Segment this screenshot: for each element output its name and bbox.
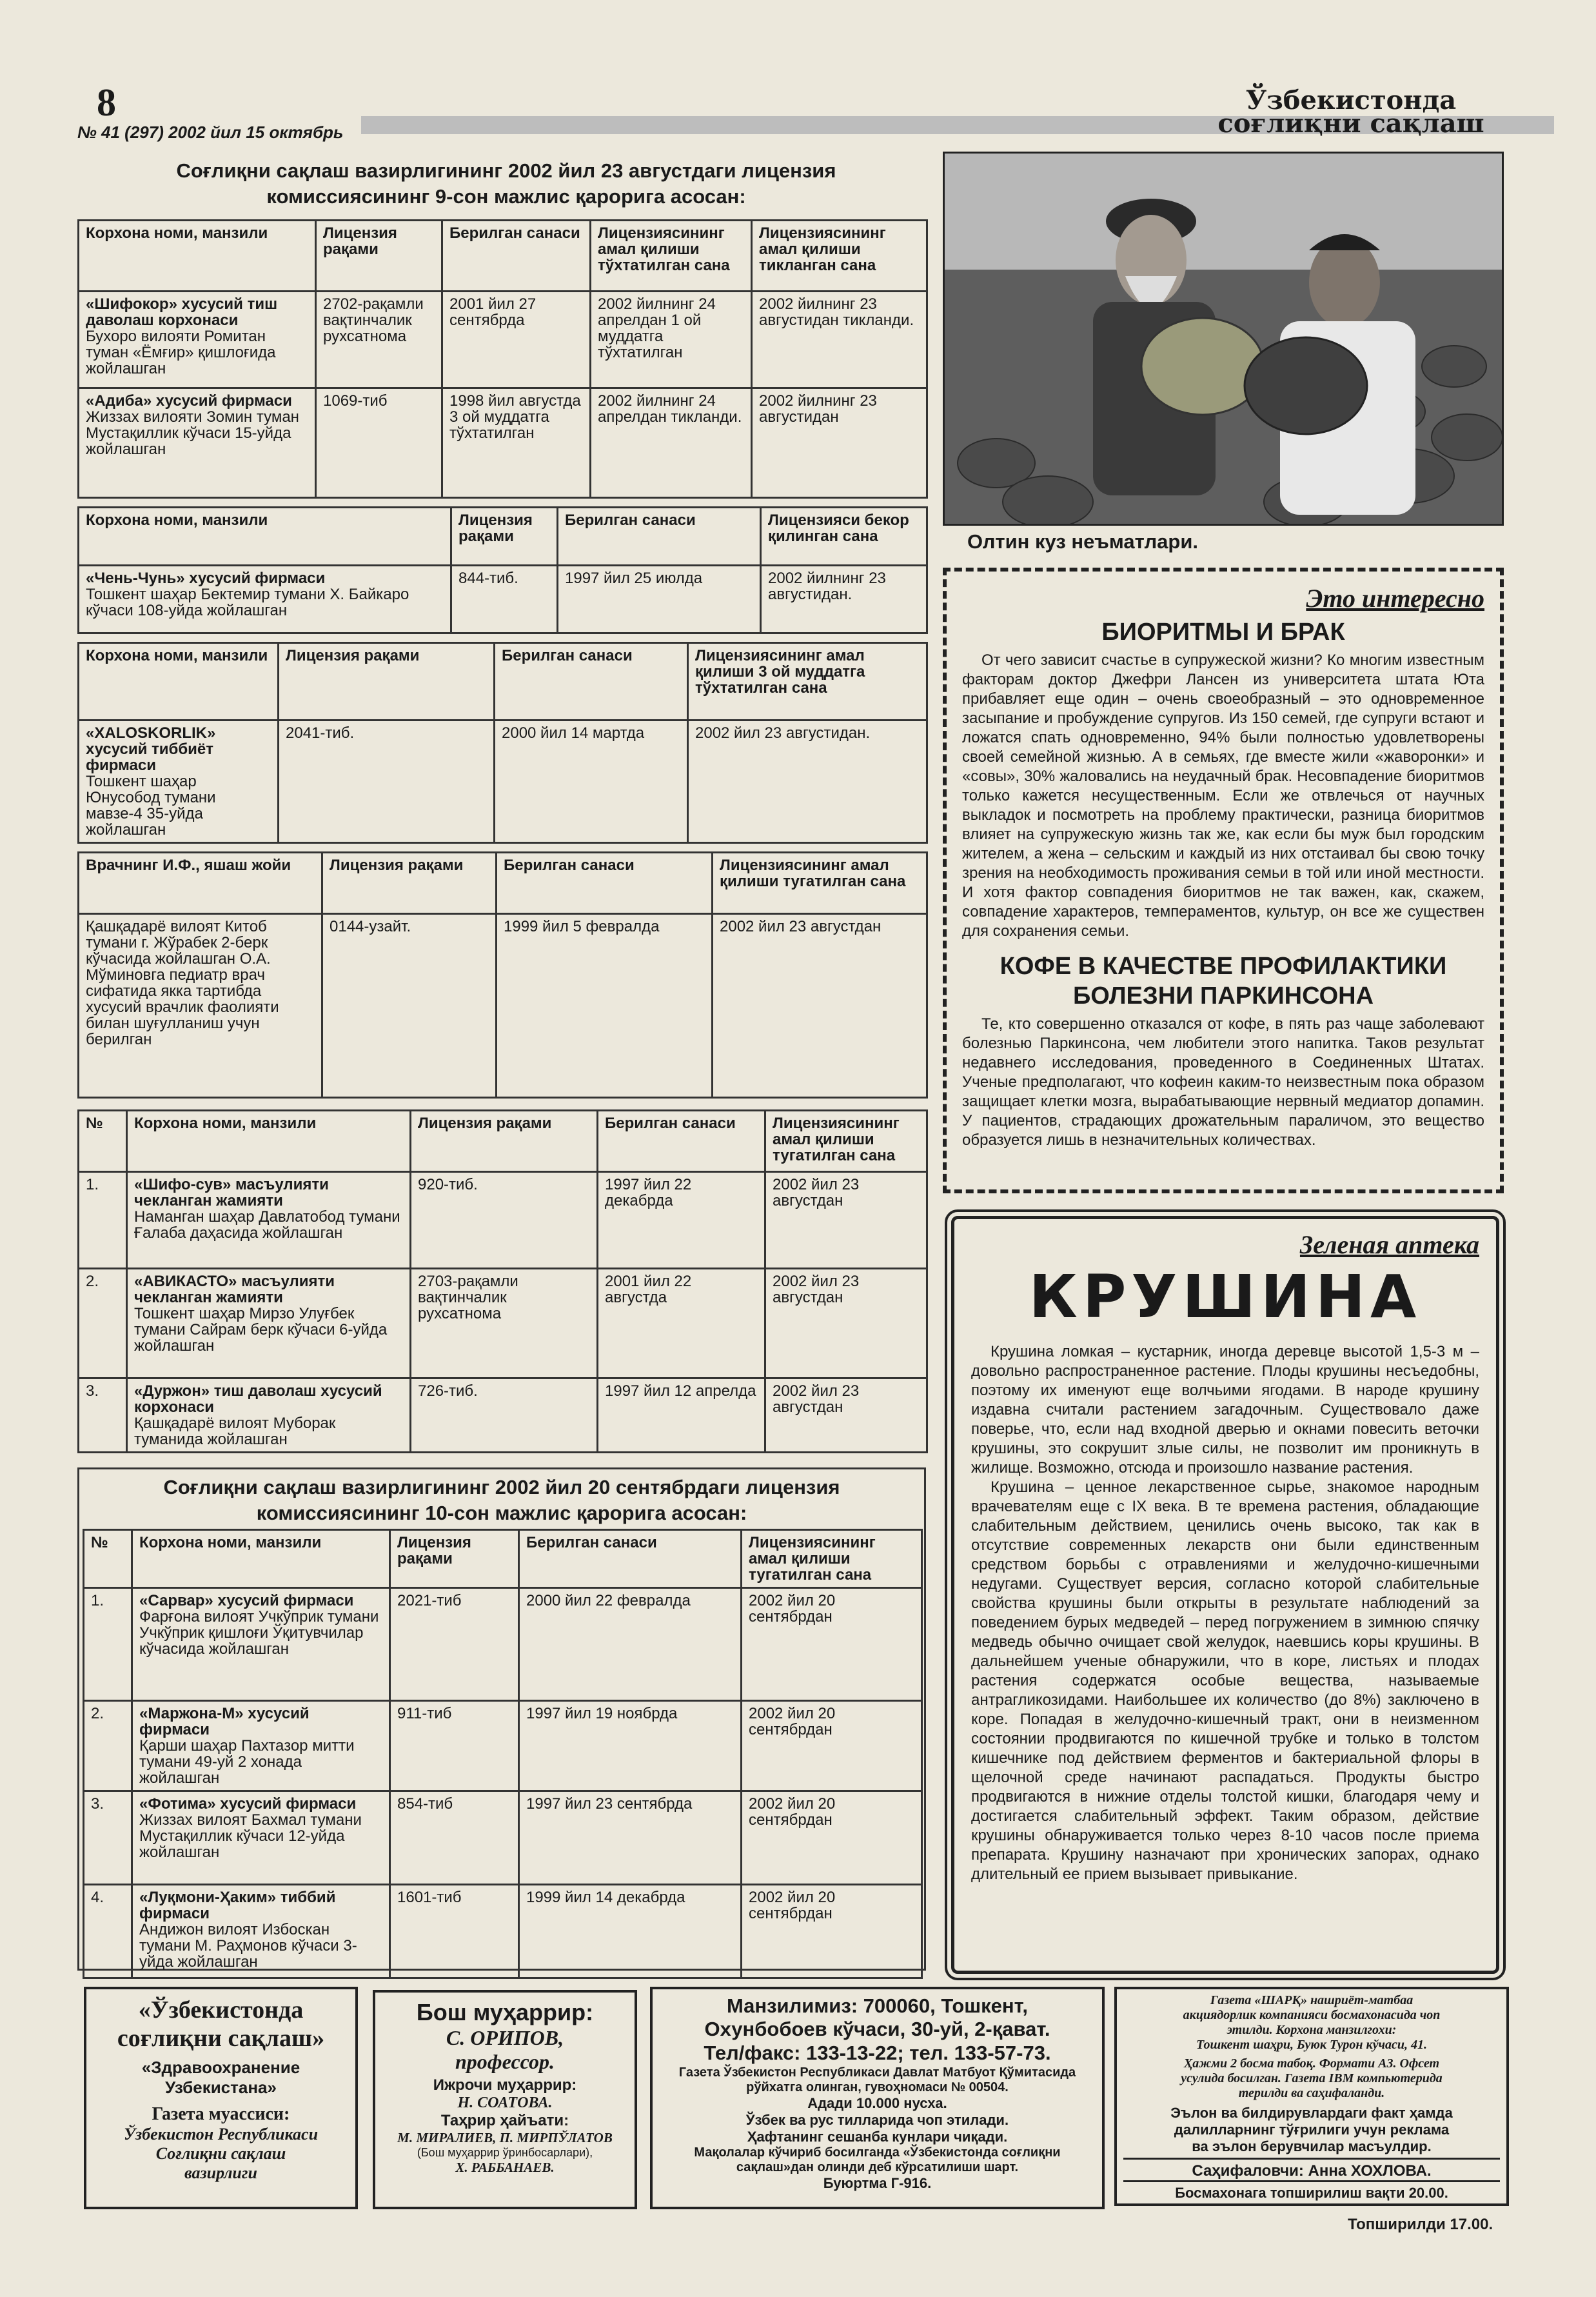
board-label: Таҳрир ҳайъати: bbox=[440, 2112, 569, 2129]
footer-ru-line2: Узбекистана» bbox=[165, 2078, 277, 2097]
table6-header: Лицензия рақами bbox=[390, 1530, 519, 1588]
table-cell: 2002 йилнинг 23 августидан. bbox=[761, 566, 927, 633]
page-number: 8 bbox=[97, 81, 116, 124]
company-address: Қашқадарё вилоят Муборак туманида жойлашган bbox=[134, 1415, 336, 1448]
masthead bbox=[1196, 85, 1506, 139]
company-name: «Шифо-сув» масъулияти чекланган жамияти bbox=[134, 1176, 329, 1209]
rubric-interesting: Это интересно bbox=[1306, 584, 1484, 613]
table-cell: 1999 йил 14 декабрда bbox=[519, 1885, 742, 1978]
table-row bbox=[79, 721, 927, 843]
license-table-4 bbox=[77, 851, 928, 1099]
table-cell: 1998 йил августда 3 ой муддатга тўхтатилган bbox=[442, 388, 591, 498]
footer-founder-line1: Ўзбекистон Республикаси bbox=[123, 2125, 319, 2143]
masthead-line1: Ўзбекистонда bbox=[1245, 85, 1457, 115]
table-cell: 1601-тиб bbox=[390, 1885, 519, 1978]
table-cell: 1069-тиб bbox=[316, 388, 442, 498]
phone: Тел/факс: 133-13-22; тел. 133-57-73. bbox=[704, 2042, 1051, 2064]
layout-editor: Саҳифаловчи: Анна ХОХЛОВА. bbox=[1123, 2158, 1500, 2180]
lang-note: Ўзбек ва рус тилларида чоп этилади. bbox=[745, 2112, 1009, 2128]
company-name: «Фотима» хусусий фирмаси bbox=[139, 1795, 357, 1813]
table-row bbox=[84, 1588, 922, 1701]
table-cell: 2002 йилнинг 23 августидан тикланди. bbox=[752, 292, 927, 388]
photo-melon-sellers bbox=[943, 152, 1504, 526]
table1-header: Корхона номи, манзили bbox=[79, 221, 316, 292]
footer-founder-label: Газета муассиси: bbox=[152, 2104, 290, 2124]
table-row bbox=[79, 292, 927, 388]
table-cell: 2002 йил 20 сентябрдан bbox=[742, 1588, 922, 1701]
table6-header: Лицензиясининг амал қилиши тугатилган сана bbox=[742, 1530, 922, 1588]
print-deadline: Босмахонага топширилиш вақти 20.00. bbox=[1123, 2180, 1500, 2202]
license-table-6 bbox=[83, 1529, 923, 1979]
table4-header: Лицензия рақами bbox=[322, 853, 497, 914]
table-cell: 2000 йил 22 февралда bbox=[519, 1588, 742, 1701]
footer-address bbox=[650, 1987, 1105, 2209]
table6-header: № bbox=[84, 1530, 132, 1588]
print-line2: акциядорлик компанияси босмахонасида чоп bbox=[1183, 2008, 1441, 2022]
headline-coffee bbox=[962, 951, 1484, 1011]
print-line1: Газета «ШАРҚ» нашриёт-матбаа bbox=[1210, 1993, 1414, 2007]
article-biorhythms bbox=[943, 568, 1504, 1193]
table-cell: 2002 йил 23 августдан bbox=[713, 914, 927, 1098]
table2-header: Берилган санаси bbox=[558, 508, 761, 566]
table4-header: Берилган санаси bbox=[497, 853, 713, 914]
license-table-2 bbox=[77, 506, 928, 634]
table-cell: 1. bbox=[79, 1172, 127, 1269]
table-cell: 2002 йилнинг 24 апрелдан тикланди. bbox=[591, 388, 752, 498]
table-cell bbox=[132, 1885, 390, 1978]
chief-editor-label: Бош муҳаррир: bbox=[416, 1999, 594, 2025]
table-cell: 1999 йил 5 февралда bbox=[497, 914, 713, 1098]
chief-editor-title: профессор. bbox=[455, 2050, 555, 2073]
company-address: Наманган шаҳар Давлатобод тумани Ғалаба даҳасида жойлашган bbox=[134, 1208, 400, 1242]
table-cell bbox=[127, 1269, 411, 1378]
headline-coffee-line1: КОФЕ В КАЧЕСТВЕ ПРОФИЛАКТИКИ bbox=[1000, 953, 1447, 980]
footer-editors bbox=[373, 1990, 637, 2209]
table-cell: 2703-рақамли вақтинчалик рухсатнома bbox=[411, 1269, 598, 1378]
company-name: «АВИКАСТО» масъулияти чекланган жамияти bbox=[134, 1273, 335, 1306]
exec-editor-label: Ижрочи муҳаррир: bbox=[433, 2076, 577, 2094]
table-cell: 726-тиб. bbox=[411, 1378, 598, 1453]
table-cell: 911-тиб bbox=[390, 1701, 519, 1791]
photo-caption: Олтин куз неъматлари. bbox=[967, 530, 1198, 553]
print-line4: Тошкент шаҳри, Буюк Турон кўчаси, 41. bbox=[1196, 2038, 1428, 2052]
table-row bbox=[79, 1378, 927, 1453]
table1-header: Берилган санаси bbox=[442, 221, 591, 292]
section2-caption-line1: Соғлиқни сақлаш вазирлигининг 2002 йил 20 сентябрдаги лицензия bbox=[163, 1476, 840, 1498]
table-cell: 1997 йил 19 ноябрда bbox=[519, 1701, 742, 1791]
reprint-line1: Мақолалар кўчириб босилганда «Ўзбекистонда соғлиқни bbox=[694, 2145, 1061, 2160]
section1-caption-line1: Соғлиқни сақлаш вазирлигининг 2002 йил 23 августдаги лицензия bbox=[176, 159, 836, 182]
section2-caption bbox=[79, 1475, 924, 1526]
print-line3: этилди. Корхона манзилгохи: bbox=[1227, 2023, 1397, 2037]
company-name: «Чень-Чунь» хусусий фирмаси bbox=[86, 570, 326, 587]
table-row bbox=[84, 1701, 922, 1791]
masthead-line2: соғлиқни сақлаш bbox=[1217, 108, 1484, 139]
company-address: Андижон вилоят Избоскан тумани М. Раҳмонов кўчаси 3-уйда жойлашган bbox=[139, 1921, 357, 1971]
reg-line1: Газета Ўзбекистон Республикаси Давлат Матбуот Қўмитасида bbox=[678, 2065, 1076, 2080]
table1-header: Лицензиясининг амал қилиши тикланган сана bbox=[752, 221, 927, 292]
table-cell: 2041-тиб. bbox=[279, 721, 495, 843]
company-address: Тошкент шаҳар Бектемир тумани Х. Байкаро кўчаси 108-уйда жойлашган bbox=[86, 586, 409, 619]
table-cell: 1997 йил 12 апрелда bbox=[598, 1378, 765, 1453]
company-name: «Шифокор» хусусий тиш даволаш корхонаси bbox=[86, 295, 278, 329]
board-note: (Бош муҳаррир ўринбосарлари), bbox=[417, 2146, 593, 2159]
table-row bbox=[84, 1791, 922, 1885]
table2-header: Лицензия рақами bbox=[451, 508, 558, 566]
article-text: Крушина – ценное лекарственное сырье, знакомое народным врачевателям еще с IX века. В те времена растения, обладающие слабительным действием, ценились очень высоко, так как в отсутствие современных лекарств они были единственным средством борьбы с отравлениями и желудочно-кишечными недугами. Существует версия, согласно которой слабительные свойства крушины были открыты в результате наблюдений за поведением бурых медведей – перед погружением в зимнюю спячку медведь обычно очищает свой желудок, наевшись коры крушины. В дальнейшем ученые обнаружили, что в коре, листьях и плодах растения содержатся особые вещества, называемые антрагликозидами. Наибольшее их количество (до 8%) заключено в коре. Попадая в желудочно-кишечный тракт, они в неизменном состоянии продвигаются по кишечной трубке и только в толстом кишечнике под действием ферментов и бактериальной флоры в щелочной среде начинают распадаться. Продукты быстро продвигаются в нижние отделы толстой кишки, благодаря чему и достигается слабительный эффект. Таким образом, действие крушины обнаруживается только через 8-10 часов после приема препарата. Крушину назначают при хронических запорах, однако длительный ее прием вызывает привыкание. bbox=[971, 1478, 1479, 1883]
table-cell: 1997 йил 23 сентябрда bbox=[519, 1791, 742, 1885]
table3-header: Лицензия рақами bbox=[279, 643, 495, 721]
table-cell: 2. bbox=[79, 1269, 127, 1378]
table-cell: 1997 йил 22 декабрда bbox=[598, 1172, 765, 1269]
table5-header: Берилган санаси bbox=[598, 1111, 765, 1172]
headline-buckthorn: КРУШИНА bbox=[1029, 1262, 1422, 1331]
table-cell bbox=[79, 721, 279, 843]
weekly-note: Ҳафтанинг сешанба кунлари чиқади. bbox=[747, 2129, 1008, 2145]
company-address: Бухоро вилояти Ромитан туман «Ёмғир» қишлоғида жойлашган bbox=[86, 328, 276, 377]
table6-header: Берилган санаси bbox=[519, 1530, 742, 1588]
table-cell bbox=[132, 1701, 390, 1791]
article-text: От чего зависит счастье в супружеской жизни? Ко многим известным факторам доктор Джефри Лансен из университета штата Юта прибавляет еще один – очень своеобразный – это одновременное засыпание и пробуждение супругов. Из 150 семей, где супруги встают и ложатся спать одновременно, 94% были полностью удовлетворены своей семейной жизнью. А в семьях, где вместе жили «жаворонки» и «совы», 30% жаловались на неудачный брак. Несовпадение биоритмов только кажется несущественным. Если же отвлечься от научных выкладок и посмотреть на проблему практически, разница биоритмов влияет на супружескую жизнь так же, как если бы муж был городским жителем, а жена – сельским и каждый из них отстаивал бы свою точку зрения на необходимость проживания семьи в той или иной местности. И хотя фактор совпадения биоритмов не так важен, как, скажем, совпадение характеров, темпераментов, культур, он все же существен для сохранения семьи. bbox=[962, 651, 1484, 940]
table6-header: Корхона номи, манзили bbox=[132, 1530, 390, 1588]
footer-founder-line2: Соғлиқни сақлаш bbox=[155, 2144, 286, 2163]
chief-editor-name: С. ОРИПОВ, bbox=[446, 2026, 564, 2049]
table-cell: 3. bbox=[84, 1791, 132, 1885]
table-cell bbox=[132, 1791, 390, 1885]
table4-header: Врачнинг И.Ф., яшаш жойи bbox=[79, 853, 322, 914]
article-text: Крушина ломкая – кустарник, иногда деревце высотой 1,5-3 м – довольно распространенное растение. Плоды крушины несъедобны, поэтому их именуют еще волчьими ягодами. В народе крушину издавна считали растением загадочным. Существовало даже поверье, что, если над входной дверью и окнами повесить веточки крушины, это сокрушит злые силы, не позволит им проникнуть в жилище. Возможно, отсюда и произошло название растения. bbox=[971, 1343, 1479, 1477]
company-name: «Дуржон» тиш даволаш хусусий корхонаси bbox=[134, 1382, 382, 1416]
company-address: Фарғона вилоят Учкўприк тумани Учкўприк қишлоғи Ўқитувчилар кўчасида жойлашган bbox=[139, 1608, 379, 1658]
table-cell: 2002 йил 23 августдан bbox=[765, 1269, 927, 1378]
table-cell: 920-тиб. bbox=[411, 1172, 598, 1269]
table-row bbox=[79, 388, 927, 498]
table-cell: 0144-узайт. bbox=[322, 914, 497, 1098]
table-cell: 2002 йил 20 сентябрдан bbox=[742, 1701, 922, 1791]
license-table-3 bbox=[77, 642, 928, 844]
table-cell bbox=[79, 292, 316, 388]
article-text: Те, кто совершенно отказался от кофе, в пять раз чаще заболевают болезнью Паркинсона, чем любители этого напитка. Таков результат недавнего исследования, проведенного в Соединенных Штатах. Ученые предполагают, что кофеин каким-то неизвестным пока образом защищает клетки мозга, вырабатывающие нервный медиатор допамин. У пациентов, страдающих дрожательным параличом, это вещество образуется лишь в незначительных количествах. bbox=[962, 1015, 1484, 1149]
table-cell: 4. bbox=[84, 1885, 132, 1978]
table-row bbox=[79, 1172, 927, 1269]
section1-caption-line2: комиссиясининг 9-сон мажлис қарорига асосан: bbox=[266, 185, 746, 208]
table-cell: 2021-тиб bbox=[390, 1588, 519, 1701]
company-name: «Маржона-М» хусусий фирмаси bbox=[139, 1705, 310, 1738]
order-number: Буюртма Г-916. bbox=[823, 2175, 932, 2191]
address-line2: Охунбобоев кўчаси, 30-уй, 2-қават. bbox=[704, 2018, 1050, 2040]
doctor-address: Қашқадарё вилоят Китоб тумани г. Жўрабек 2-берк кўчасида жойлашган О.А. Мўминовга педиатр врач сифатида якка тартибда хусусий врачлик фаолияти билан шуғулланиш учун берилган bbox=[86, 918, 279, 1048]
table-cell bbox=[127, 1378, 411, 1453]
table-cell bbox=[79, 914, 322, 1098]
company-address: Қарши шаҳар Пахтазор митти тумани 49-уй 2 хонада жойлашган bbox=[139, 1737, 355, 1787]
table-cell: 2002 йил 20 сентябрдан bbox=[742, 1791, 922, 1885]
company-name: «Сарвар» хусусий фирмаси bbox=[139, 1592, 354, 1609]
table-row bbox=[79, 1269, 927, 1378]
table2-header: Лицензияси бекор қилинган сана bbox=[761, 508, 927, 566]
issue-line: № 41 (297) 2002 йил 15 октябрь bbox=[77, 123, 344, 142]
company-address: Тошкент шаҳар Мирзо Улуғбек тумани Сайрам берк кўчаси 6-уйда жойлашган bbox=[134, 1305, 388, 1355]
exec-editor-name: Н. СОАТОВА. bbox=[457, 2094, 553, 2111]
format-line3: терилди ва саҳифаланди. bbox=[1238, 2086, 1385, 2100]
table-cell: 1997 йил 25 июлда bbox=[558, 566, 761, 633]
format-line2: усулида босилган. Газета IBM компьютерида bbox=[1181, 2071, 1443, 2085]
table-cell bbox=[79, 388, 316, 498]
table-cell: 2002 йил 23 августдан bbox=[765, 1172, 927, 1269]
table-cell: 2702-рақамли вақтинчалик рухсатнома bbox=[316, 292, 442, 388]
table4-header: Лицензиясининг амал қилиши тугатилган сана bbox=[713, 853, 927, 914]
reg-line2: рўйхатга олинган, гувоҳномаси № 00504. bbox=[746, 2080, 1009, 2094]
photo-illustration bbox=[945, 154, 1504, 526]
company-name: «Адиба» хусусий фирмаси bbox=[86, 392, 292, 410]
circulation: Адади 10.000 нусха. bbox=[807, 2095, 947, 2111]
reprint-line2: сақлаш»дан олинди деб кўрсатилиши шарт. bbox=[736, 2160, 1019, 2174]
table5-header: Лицензия рақами bbox=[411, 1111, 598, 1172]
table5-header: Корхона номи, манзили bbox=[127, 1111, 411, 1172]
table-cell: 2002 йил 23 августдан bbox=[765, 1378, 927, 1453]
article-buckthorn bbox=[951, 1216, 1499, 1974]
table3-header: Берилган санаси bbox=[495, 643, 688, 721]
footer-founder-line3: вазирлиги bbox=[184, 2163, 257, 2182]
table2-header: Корхона номи, манзили bbox=[79, 508, 451, 566]
company-name: «Луқмони-Ҳаким» тиббий фирмаси bbox=[139, 1889, 336, 1922]
ads-line3: ва эълон берувчилар масъулдир. bbox=[1192, 2138, 1432, 2154]
section1-caption bbox=[84, 158, 929, 210]
company-name: «XALOSKORLIK» хусусий тиббиёт фирмаси bbox=[86, 724, 216, 774]
table-cell: 2002 йилнинг 23 августидан bbox=[752, 388, 927, 498]
table-cell: 2002 йилнинг 24 апрелдан 1 ой муддатга тўхтатилган bbox=[591, 292, 752, 388]
table5-header: № bbox=[79, 1111, 127, 1172]
footer-printing bbox=[1114, 1987, 1509, 2206]
section2-caption-line2: комиссиясининг 10-сон мажлис қарорига асосан: bbox=[256, 1502, 747, 1524]
address-line1: Манзилимиз: 700060, Тошкент, bbox=[726, 1994, 1029, 2017]
table3-header: Корхона номи, манзили bbox=[79, 643, 279, 721]
footer-ru-line1: «Здравоохранение bbox=[141, 2058, 300, 2077]
company-address: Жиззах вилояти Зомин туман Мустақиллик кўчаси 15-уйда жойлашган bbox=[86, 408, 299, 458]
footer-title-line2: соғлиқни сақлаш» bbox=[117, 2025, 325, 2052]
table-cell: 2001 йил 22 августда bbox=[598, 1269, 765, 1378]
table5-header: Лицензиясининг амал қилиши тугатилган сана bbox=[765, 1111, 927, 1172]
headline-biorhythms: БИОРИТМЫ И БРАК bbox=[1101, 619, 1345, 646]
table-cell: 2000 йил 14 мартда bbox=[495, 721, 688, 843]
table-row bbox=[79, 566, 927, 633]
table-cell: 844-тиб. bbox=[451, 566, 558, 633]
table-cell: 854-тиб bbox=[390, 1791, 519, 1885]
rubric-green-pharmacy: Зеленая аптека bbox=[1299, 1230, 1479, 1259]
table-cell: 2001 йил 27 сентябрда bbox=[442, 292, 591, 388]
table3-header: Лицензиясининг амал қилиши 3 ой муддатга тўхтатилган сана bbox=[688, 643, 927, 721]
table-row bbox=[84, 1885, 922, 1978]
table-cell bbox=[79, 566, 451, 633]
footer-masthead bbox=[84, 1987, 358, 2209]
table1-header: Лицензиясининг амал қилиши тўхтатилган сана bbox=[591, 221, 752, 292]
table-cell: 2002 йил 20 сентябрдан bbox=[742, 1885, 922, 1978]
license-table-5 bbox=[77, 1109, 928, 1453]
company-address: Тошкент шаҳар Юнусобод тумани мавзе-4 35-уйда жойлашган bbox=[86, 773, 216, 839]
table-cell: 2002 йил 23 августидан. bbox=[688, 721, 927, 843]
table-cell bbox=[132, 1588, 390, 1701]
table-cell: 3. bbox=[79, 1378, 127, 1453]
table-cell: 1. bbox=[84, 1588, 132, 1701]
submitted-time: Топширилди 17.00. bbox=[1348, 2216, 1493, 2233]
table-row bbox=[79, 914, 927, 1098]
board-last: Х. РАББАНАЕВ. bbox=[455, 2160, 555, 2175]
table1-header: Лицензия рақами bbox=[316, 221, 442, 292]
footer-title-line1: «Ўзбекистонда bbox=[138, 1996, 304, 2024]
ads-line2: далилларнинг тўғрилиги учун реклама bbox=[1174, 2122, 1450, 2138]
table-cell: 2. bbox=[84, 1701, 132, 1791]
company-address: Жиззах вилоят Бахмал тумани Мустақиллик кўчаси 12-уйда жойлашган bbox=[139, 1811, 362, 1861]
license-table-1 bbox=[77, 219, 928, 499]
ads-line1: Эълон ва билдирувлардаги факт ҳамда bbox=[1170, 2105, 1453, 2121]
table-cell bbox=[127, 1172, 411, 1269]
board-names: М. МИРАЛИЕВ, П. МИРПЎЛАТОВ bbox=[397, 2130, 613, 2145]
format-line1: Ҳажми 2 босма табоқ. Формати А3. Офсет bbox=[1183, 2056, 1440, 2071]
headline-coffee-line2: БОЛЕЗНИ ПАРКИНСОНА bbox=[1072, 982, 1374, 1009]
